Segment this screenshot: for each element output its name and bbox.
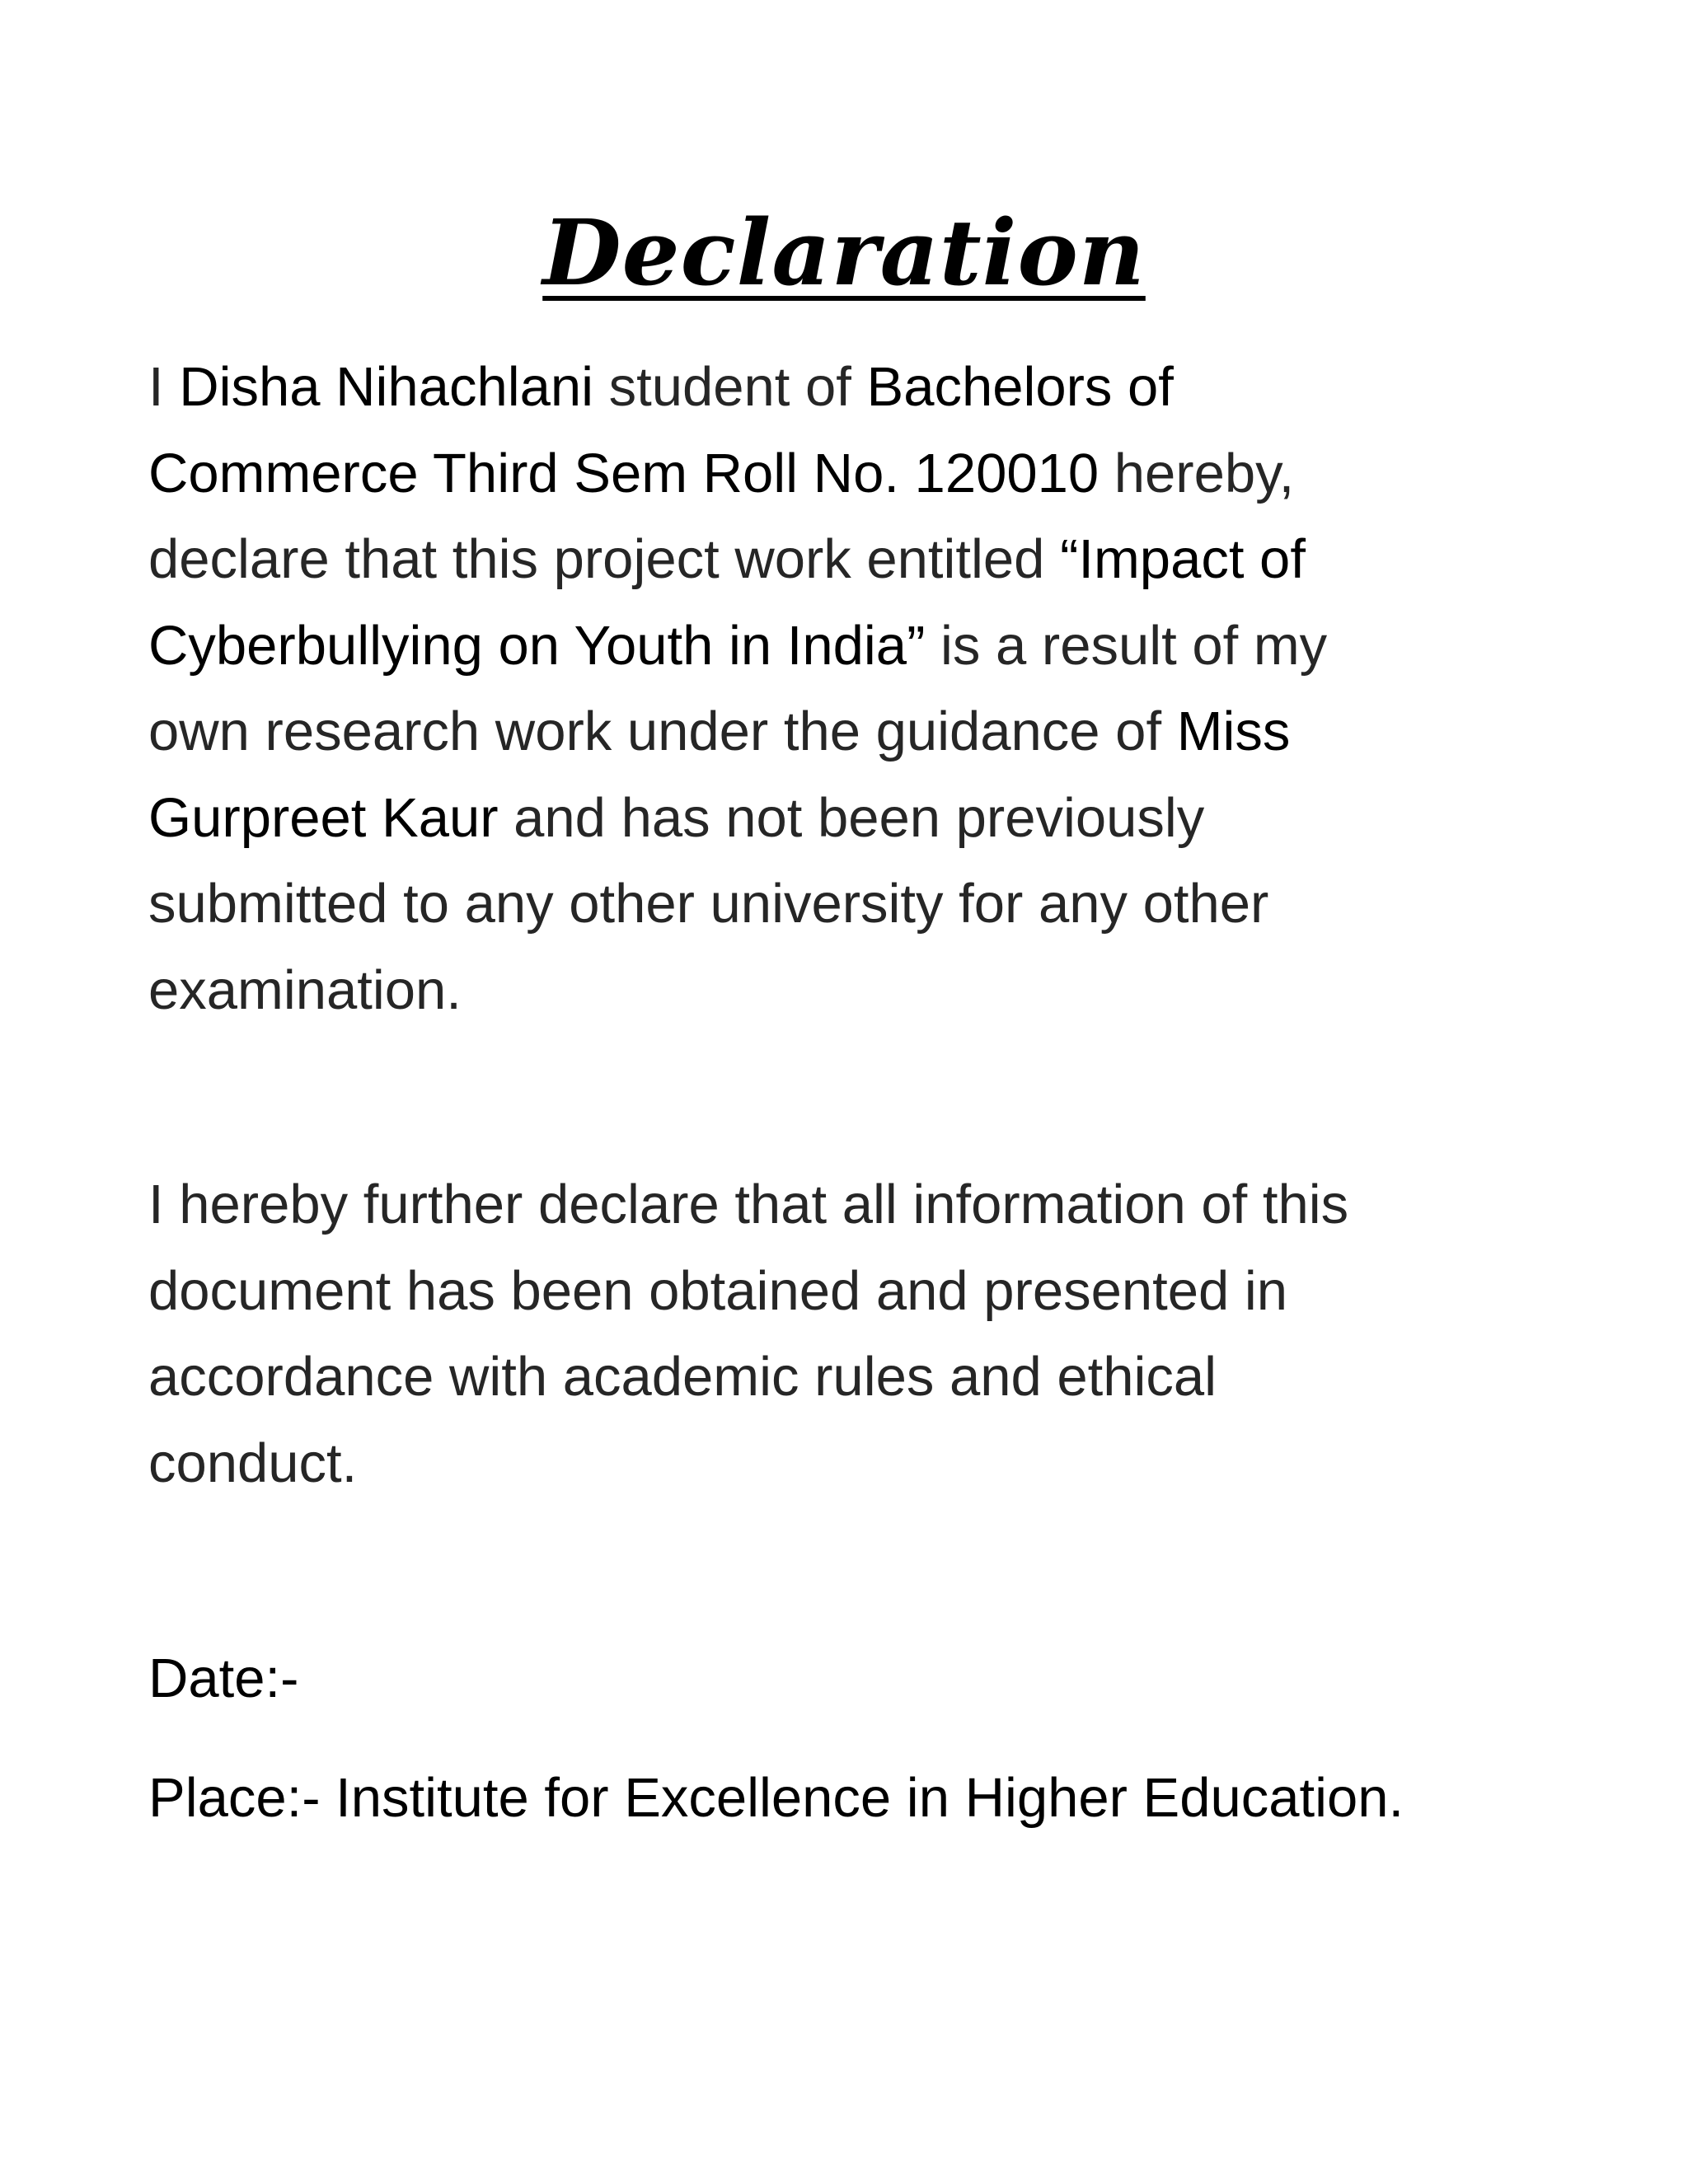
text-run: is a result of my <box>925 614 1328 677</box>
further-declaration-paragraph <box>148 1162 1550 1507</box>
text-line: document has been obtained and presented in <box>148 1259 1288 1322</box>
text-run: I <box>148 356 180 418</box>
project-title: “Impact of <box>1060 528 1306 590</box>
text-run: hereby, <box>1099 442 1295 504</box>
text-run: submitted to any other university for any other <box>148 873 1269 935</box>
title-text: Declaration <box>542 199 1146 306</box>
text-run: examination. <box>148 958 462 1021</box>
guide-name: Miss <box>1176 701 1291 762</box>
text-run: declare that this project work entitled <box>148 528 1061 590</box>
text-line: accordance with academic rules and ethical <box>148 1346 1217 1408</box>
guide-name: Gurpreet Kaur <box>148 786 499 849</box>
page-title <box>0 199 1688 307</box>
text-line: conduct. <box>148 1432 358 1494</box>
declaration-paragraph <box>148 344 1550 1033</box>
text-run: own research work under the guidance of <box>148 701 1177 762</box>
date-label: Date:- <box>148 1647 299 1709</box>
text-line: I hereby further declare that all information of this <box>148 1174 1349 1235</box>
course-name: Bachelors of <box>866 356 1174 418</box>
text-run: student of <box>593 356 867 418</box>
student-name: Disha Nihachlani <box>179 356 593 418</box>
place-label: Place:- Institute for Excellence in Higher Education. <box>148 1767 1404 1829</box>
project-title: Cyberbullying on Youth in India” <box>148 614 926 677</box>
course-roll-number: Commerce Third Sem Roll No. 120010 <box>148 442 1100 504</box>
text-run: and has not been previously <box>498 786 1205 849</box>
